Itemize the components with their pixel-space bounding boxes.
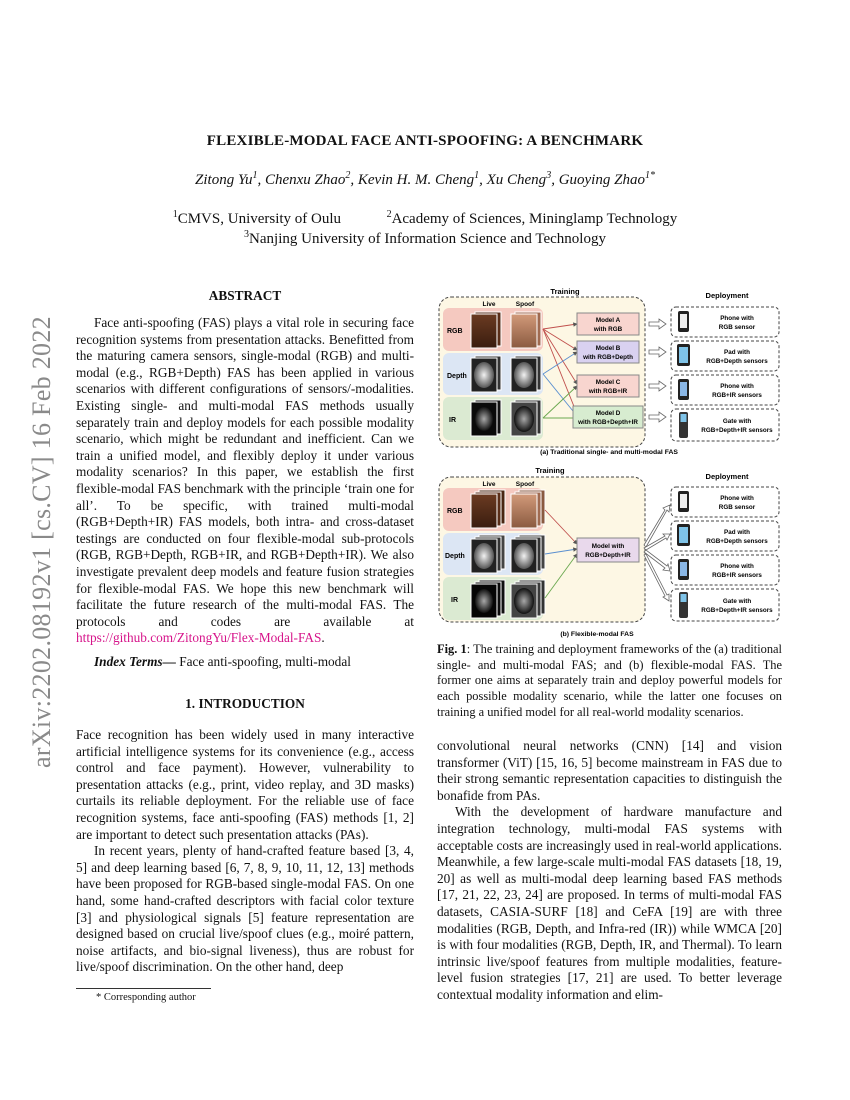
- deploy-arrows-a: [649, 319, 666, 422]
- figure-caption-text: : The training and deployment frameworks of the (a) traditional single- and multi-modal FAS; and (b) flexible-modal FAS. The former one aims at separately train and deploy powerful models for each possible modality scenario, while the latter one focuses on training a unified model for all real-world modality scenarios.: [437, 642, 782, 719]
- affiliation: CMVS, University of Oulu: [177, 211, 342, 227]
- section-heading-introduction: 1. INTRODUCTION: [185, 696, 305, 711]
- device-label: RGB+Depth sensors: [706, 538, 768, 545]
- author-affil-num: 2: [345, 170, 351, 181]
- modality-label: RGB: [447, 328, 463, 335]
- footnote-rule: [76, 988, 211, 989]
- model-label: with RGB+Depth: [583, 354, 633, 361]
- author-name: Zitong Yu: [195, 172, 253, 188]
- subcaption-b: (b) Flexible-modal FAS: [560, 631, 634, 638]
- index-terms-label: Index Terms—: [94, 654, 176, 669]
- model-label: with RGB+Depth+IR: [578, 419, 638, 426]
- live-label: Live: [482, 481, 496, 488]
- device-label: Pad with: [724, 349, 750, 356]
- deployment-label-a: Deployment: [705, 291, 749, 300]
- author-name: Xu Cheng: [486, 172, 547, 188]
- deployment-label-b: Deployment: [705, 472, 749, 481]
- figure-1: [437, 286, 782, 638]
- device-label: Gate with: [722, 598, 752, 605]
- device-label: Phone with: [720, 315, 754, 322]
- device-label: RGB+Depth sensors: [706, 358, 768, 365]
- author-name: Guoying Zhao: [558, 172, 645, 188]
- abstract-text: Face anti-spoofing (FAS) plays a vital role in securing face recognition systems from presentation attacks. Benefitted from the maturing camera sensors, single-modal (RGB) and multi-modal (e.g., RGB+Depth) FAS has been applied in various scenarios with different configurations of sensors/-modalities. Existing single- and multi-modal FAS methods usually separately train and deploy models for each possible modality scenario, which might be redundant and inefficient. Can we train a unified model, and flexibly deploy it under various modality scenarios? In this paper, we establish the first flexible-modal FAS benchmark with the principle ‘train one for all’. To be specific, with trained multi-modal (RGB+Depth+IR) FAS models, both intra- and cross-dataset testings are conducted on four flexible-modal sub-protocols (RGB, RGB+Depth, RGB+IR, and RGB+Depth+IR). We also investigate prevalent deep models and feature fusion strategies for flexible-modal FAS. We hope this new benchmark will facilitate the future research of the multi-modal FAS. The protocols and codes are available at: [76, 315, 414, 629]
- code-link[interactable]: https://github.com/ZitongYu/Flex-Modal-FAS: [76, 630, 322, 646]
- arxiv-sidebar: [22, 297, 62, 787]
- paragraph: With the development of hardware manufacture and integration technology, multi-modal FAS systems with acceptable costs are increasingly used in real-world applications. Meanwhile, a few large-scale multi-modal FAS datasets [18, 19, 20] as well as multi-modal deep learning based FAS methods [17, 21, 22, 23, 24] are proposed. In terms of multi-modal FAS datasets, CASIA-SURF [18] and CeFA [19] are with three modalities (RGB, Depth, and Infra-red (IR)) while WMCA [20] is with four modalities (RGB, Depth, IR, and Thermal). To learn intrinsic live/spoof features from multiple modalities, feature-level fusion strategies [17, 21] are used. To better leverage contextual modality information and elim-: [437, 804, 782, 1002]
- model-label: Model C: [595, 379, 621, 386]
- device-label: RGB sensor: [718, 504, 756, 511]
- device-label: Phone with: [720, 563, 754, 570]
- model-label: Model A: [595, 317, 621, 324]
- device-label: RGB+Depth+IR sensors: [701, 427, 773, 434]
- model-label: Model B: [595, 345, 621, 352]
- author-name: Kevin H. M. Cheng: [357, 172, 475, 188]
- device-label: Phone with: [720, 495, 754, 502]
- modality-label: RGB: [447, 508, 463, 515]
- live-label: Live: [482, 301, 496, 308]
- paragraph: In recent years, plenty of hand-crafted feature based [3, 4, 5] and deep learning based [6, 7, 8, 9, 10, 11, 12, 13] methods have been proposed for RGB-based single-modal FAS. On one hand, some hand-crafted descriptors with facial color texture [3] and physiological signals [5] feature representation are designed based on crucial live/spoof clues (e.g., moiré pattern, noise artifacts, and bio-signal liveness), thus are robust for live/spoof discrimination. On the other hand, deep: [76, 843, 414, 975]
- paragraph: Face recognition has been widely used in many interactive artificial intelligence systems for its convenience (e.g., access control and face payment). However, vulnerability to presentation attacks (e.g., print, video replay, and 3D masks) curtails its reliable deployment. For the reliable use of face recognition systems, face anti-spoofing (FAS) methods [1, 2] are important to detect such presentation attacks (PAs).: [76, 727, 414, 842]
- affiliations-line-2: $^3$Nanjing University of Information Science and Technology: [244, 229, 606, 247]
- device-label: RGB+Depth+IR sensors: [701, 607, 773, 614]
- paragraph: convolutional neural networks (CNN) [14] and vision transformer (ViT) [15, 16, 5] become mainstream in FAS due to their strong semantic representation capacities to distinguish the bonafide from PAs.: [437, 738, 782, 803]
- modality-label: Depth: [447, 373, 467, 380]
- deploy-arrows-b: [644, 505, 670, 601]
- index-terms: [76, 654, 414, 670]
- device-label: Pad with: [724, 529, 750, 536]
- model-label: with RGB: [593, 326, 623, 333]
- spoof-label: Spoof: [515, 481, 535, 488]
- author-list: Zitong Yu$^1$, Chenxu Zhao$^2$, Kevin H. M. Cheng$^1$, Xu Cheng$^3$, Guoying Zhao$^{1*}$: [195, 170, 655, 188]
- modality-label: IR: [451, 597, 458, 604]
- abstract-heading: ABSTRACT: [208, 288, 282, 303]
- modality-label: IR: [449, 417, 456, 424]
- device-label: Phone with: [720, 383, 754, 390]
- arxiv-id: arXiv:2202.08192v1 [cs.CV] 16 Feb 2022: [27, 316, 56, 768]
- training-label-b: Training: [535, 466, 565, 475]
- model-label: with RGB+IR: [588, 388, 628, 395]
- index-terms-text: Face anti-spoofing, multi-modal: [175, 654, 351, 669]
- introduction-body: [76, 727, 414, 976]
- author-affil-num: 1: [474, 170, 480, 181]
- affiliation: Academy of Sciences, Mininglamp Technology: [391, 211, 678, 227]
- device-label: RGB+IR sensors: [712, 392, 762, 399]
- author-affil-num: 3: [546, 170, 552, 181]
- model-label: Model D: [595, 410, 621, 417]
- device-label: RGB sensor: [718, 324, 756, 331]
- subcaption-a: (a) Traditional single- and multi-modal FAS: [540, 449, 678, 456]
- right-column-body: [437, 738, 782, 1004]
- modality-label: Depth: [445, 553, 465, 560]
- figure-caption-label: Fig. 1: [437, 642, 467, 656]
- abstract-body: Face anti-spoofing (FAS) plays a vital role in securing face recognition systems from presentation attacks. Benefitted from the maturing camera sensors, single-modal (RGB) and multi-modal (e.g., RGB+Depth) FAS has been applied in various scenarios with different configurations of sensors/-modalities. Existing single- and multi-modal FAS methods usually separately train and deploy models for each possible modality scenario, which might be redundant and inefficient. Can we train a unified model, and flexibly deploy it under various modality scenarios? In this paper, we establish the first flexible-modal FAS benchmark with the principle ‘train one for all’. To be specific, with trained multi-modal (RGB+Depth+IR) FAS models, both intra- and cross-dataset testings are conducted on four flexible-modal sub-protocols (RGB, RGB+Depth, RGB+IR, and RGB+Depth+IR). We also investigate prevalent deep models and feature fusion strategies for flexible-modal FAS. We hope this new benchmark will facilitate the future research of the multi-modal FAS. The protocols and codes are available at https://github.com/ZitongYu/Flex-Modal-FAS.: [76, 315, 414, 646]
- model-label: RGB+Depth+IR: [585, 552, 631, 559]
- device-label: RGB+IR sensors: [712, 572, 762, 579]
- spoof-label: Spoof: [515, 301, 535, 308]
- author-affil-num: 1: [252, 170, 258, 181]
- device-label: Gate with: [722, 418, 752, 425]
- author-name: Chenxu Zhao: [264, 172, 346, 188]
- author-affil-num: 1*: [644, 170, 655, 181]
- footnote: * Corresponding author: [96, 992, 196, 1003]
- affiliations-line-1: $^1$CMVS, University of Oulu $^2$Academy of Sciences, Mininglamp Technology: [172, 209, 678, 227]
- figure-caption: [437, 642, 782, 721]
- affiliation: Nanjing University of Information Science and Technology: [249, 231, 606, 247]
- paper-title: FLEXIBLE-MODAL FACE ANTI-SPOOFING: A BENCHMARK: [206, 133, 644, 149]
- model-label: Model with: [591, 543, 625, 550]
- training-label-a: Training: [550, 287, 580, 296]
